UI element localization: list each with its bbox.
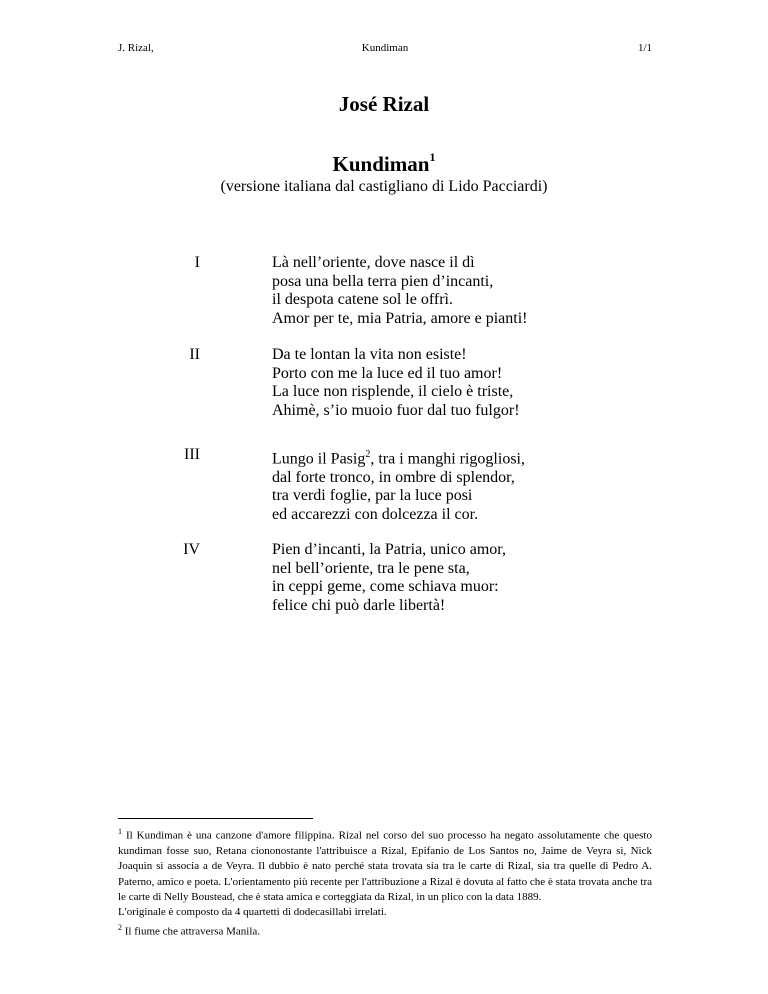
footnote-separator	[118, 818, 313, 819]
verse-line: tra verdi foglie, par la luce posi	[272, 487, 473, 505]
verse-text: Lungo il Pasig	[272, 450, 366, 468]
stanza-lines	[272, 541, 692, 615]
stanza-lines	[272, 254, 692, 328]
verse-line	[272, 446, 692, 469]
verse-line: Ahimè, s’io muoio fuor dal tuo fulgor!	[272, 401, 520, 419]
footnote-marker: 1	[118, 827, 122, 836]
author-heading: José Rizal	[338, 92, 430, 116]
footnotes	[118, 824, 652, 940]
footnote-text: Il Kundiman è una canzone d'amore filippina. Rizal nel corso del suo processo ha negato assolutamente che questo kundiman fosse suo, Retana ciononostante l'attribuisce a Rizal, Epifanio de Los Santos no, Jaime de Veyra sì, Nick Joaquin si associa a de Veyra. Il dubbio è nato perché stata trovata sia tra le carte di Rizal, sia tra quelle di Pedro A. Paterno, amico e poeta. L'orientamento più recente per l'attribuzione a Rizal è dovuta al fatto che è stata trovata anche tra le carte di Nelly Boustead, che è stata amica e corteggiata da Rizal, in un plico con la data 1889.	[118, 829, 652, 903]
verse-text: , tra i manghi rigogliosi,	[370, 450, 525, 468]
stanza-number: II	[189, 346, 200, 363]
verse-line: felice chi può darle libertà!	[272, 596, 446, 614]
footnote-ref-1: 1	[429, 150, 436, 164]
verse-line: nel bell’oriente, tra le pene sta,	[272, 559, 470, 577]
verse-line: posa una bella terra pien d’incanti,	[272, 272, 494, 290]
verse-line: Da te lontan la vita non esiste!	[272, 346, 467, 363]
footnote-text: L'originale è composto da 4 quartetti di dodecasillabi irrelati.	[118, 906, 387, 919]
footnote-note	[118, 905, 652, 920]
footnote-marker: 2	[118, 923, 122, 933]
footnote-text: Il fiume che attraversa Manila.	[124, 926, 261, 939]
header-author: J. Rizal,	[118, 42, 154, 54]
verse-line: ed accarezzi con dolcezza il cor.	[272, 505, 479, 523]
page-header	[118, 42, 652, 58]
verse-line: dal forte tronco, in ombre di splendor,	[272, 468, 515, 486]
stanza-number: IV	[183, 541, 200, 558]
footnote-ref-2: 2	[365, 449, 371, 460]
footnote-2	[118, 920, 652, 940]
verse-line: La luce non risplende, il cielo è triste,	[272, 383, 514, 400]
stanza-number: I	[194, 254, 200, 271]
poem-title-text: Kundiman	[332, 152, 430, 176]
verse-line: il despota catene sol le offrì.	[272, 291, 453, 308]
stanza-lines	[272, 446, 692, 524]
header-title: Kundiman	[361, 42, 409, 54]
stanza-lines	[272, 346, 692, 420]
poem-title	[0, 152, 768, 177]
verse-line: Porto con me la luce ed il tuo amor!	[272, 364, 503, 382]
verse-line: Pien d’incanti, la Patria, unico amor,	[272, 541, 506, 558]
stanza-number: III	[184, 446, 200, 463]
poem-subtitle: (versione italiana dal castigliano di Lido Pacciardi)	[220, 178, 548, 195]
header-page-number: 1/1	[637, 42, 652, 54]
verse-line: in ceppi geme, come schiava muor:	[272, 578, 499, 595]
verse-line: Là nell’oriente, dove nasce il dì	[272, 254, 475, 271]
footnote-1	[118, 824, 652, 905]
verse-line: Amor per te, mia Patria, amore e pianti!	[272, 309, 528, 327]
